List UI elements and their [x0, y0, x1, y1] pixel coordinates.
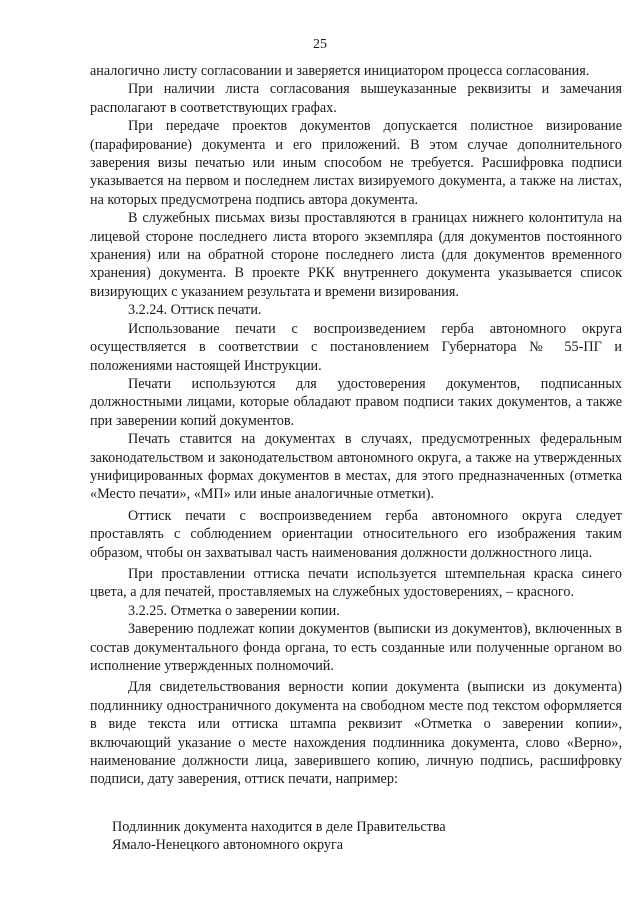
paragraph-continuation: аналогично листу согласовании и заверяется инициатором процесса согласования.: [90, 63, 590, 79]
document-body: [90, 62, 622, 789]
certification-example: [112, 818, 446, 855]
paragraph-stamp-placement: Печать ставится на документах в случаях, предусмотренных федеральным законодательством и законодательством автономного округа, а также на утвержденных унифицированных формах документов в местах, для этого предназначенных (отметка «Место печати», «МП» или иные аналогичные отметки).: [90, 431, 622, 503]
section-heading-stamp: 3.2.24. Оттиск печати.: [128, 302, 262, 319]
example-line-2: Ямало-Ненецкого автономного округа: [112, 837, 344, 854]
paragraph-stamp-ink: При проставлении оттиска печати используется штемпельная краска синего цвета, а для печатей, проставляемых на служебных удостоверениях, – красного.: [90, 565, 622, 601]
paragraph-copies-subject: Заверению подлежат копии документов (выписки из документов), включенных в состав документального фонда органа, то есть созданные или полученные органом во исполнение утвержденных полномочий.: [90, 621, 622, 674]
paragraph-stamp-purpose: Печати используются для удостоверения документов, подписанных должностными лицами, которые обладают правом подписи таких документов, а также при заверении копий документов.: [90, 375, 622, 429]
paragraph-service-letters-visa: В служебных письмах визы проставляются в границах нижнего колонтитула на лицевой стороне последнего листа второго экземпляра (для документов постоянного хранения) или на обратной стороне последнего листа (для документов временного хранения) документа. В проекте РКК внутреннего документа указывается список визирующих с указанием результата и времени визирования.: [90, 210, 622, 300]
paragraph-stamp-orientation: Оттиск печати с воспроизведением герба автономного округа следует проставлять с соблюдением ориентации относительного его изображения таким образом, чтобы он захватывал часть наименования должности должностного лица.: [90, 507, 622, 561]
paragraph-page-by-page-visa: При передаче проектов документов допускается полистное визирование (парафирование) документа и его приложений. В этом случае дополнительного заверения визы печатью или иным способом не требуется. Расшифровка подписи указывается на первом и последнем листах визируемого документа, а также на листах, на которых предусмотрена подпись автора документа.: [90, 118, 622, 208]
paragraph-copy-certification: Для свидетельствования верности копии документа (выписки из документа) подлиннику одностраничного документа на свободном месте под текстом оформляется в виде текста или оттиска штампа реквизит «Отметка о заверении копии», включающий указание о месте нахождения подлинника документа, слово «Верно», наименование должности лица, заверившего копию, личную подпись, расшифровку подписи, дату заверения, оттиск печати, например:: [90, 679, 622, 788]
example-line-1: Подлинник документа находится в деле Правительства: [112, 819, 446, 835]
section-heading-copy-certification: 3.2.25. Отметка о заверении копии.: [128, 602, 340, 619]
page-number: 25: [313, 37, 327, 52]
paragraph-stamp-usage: Использование печати с воспроизведением герба автономного округа осуществляется в соответствии с постановлением Губернатора № 55-ПГ и положениями настоящей Инструкции.: [90, 320, 622, 374]
paragraph-approval-sheet: При наличии листа согласования вышеуказанные реквизиты и замечания располагают в соответствующих графах.: [90, 81, 622, 116]
